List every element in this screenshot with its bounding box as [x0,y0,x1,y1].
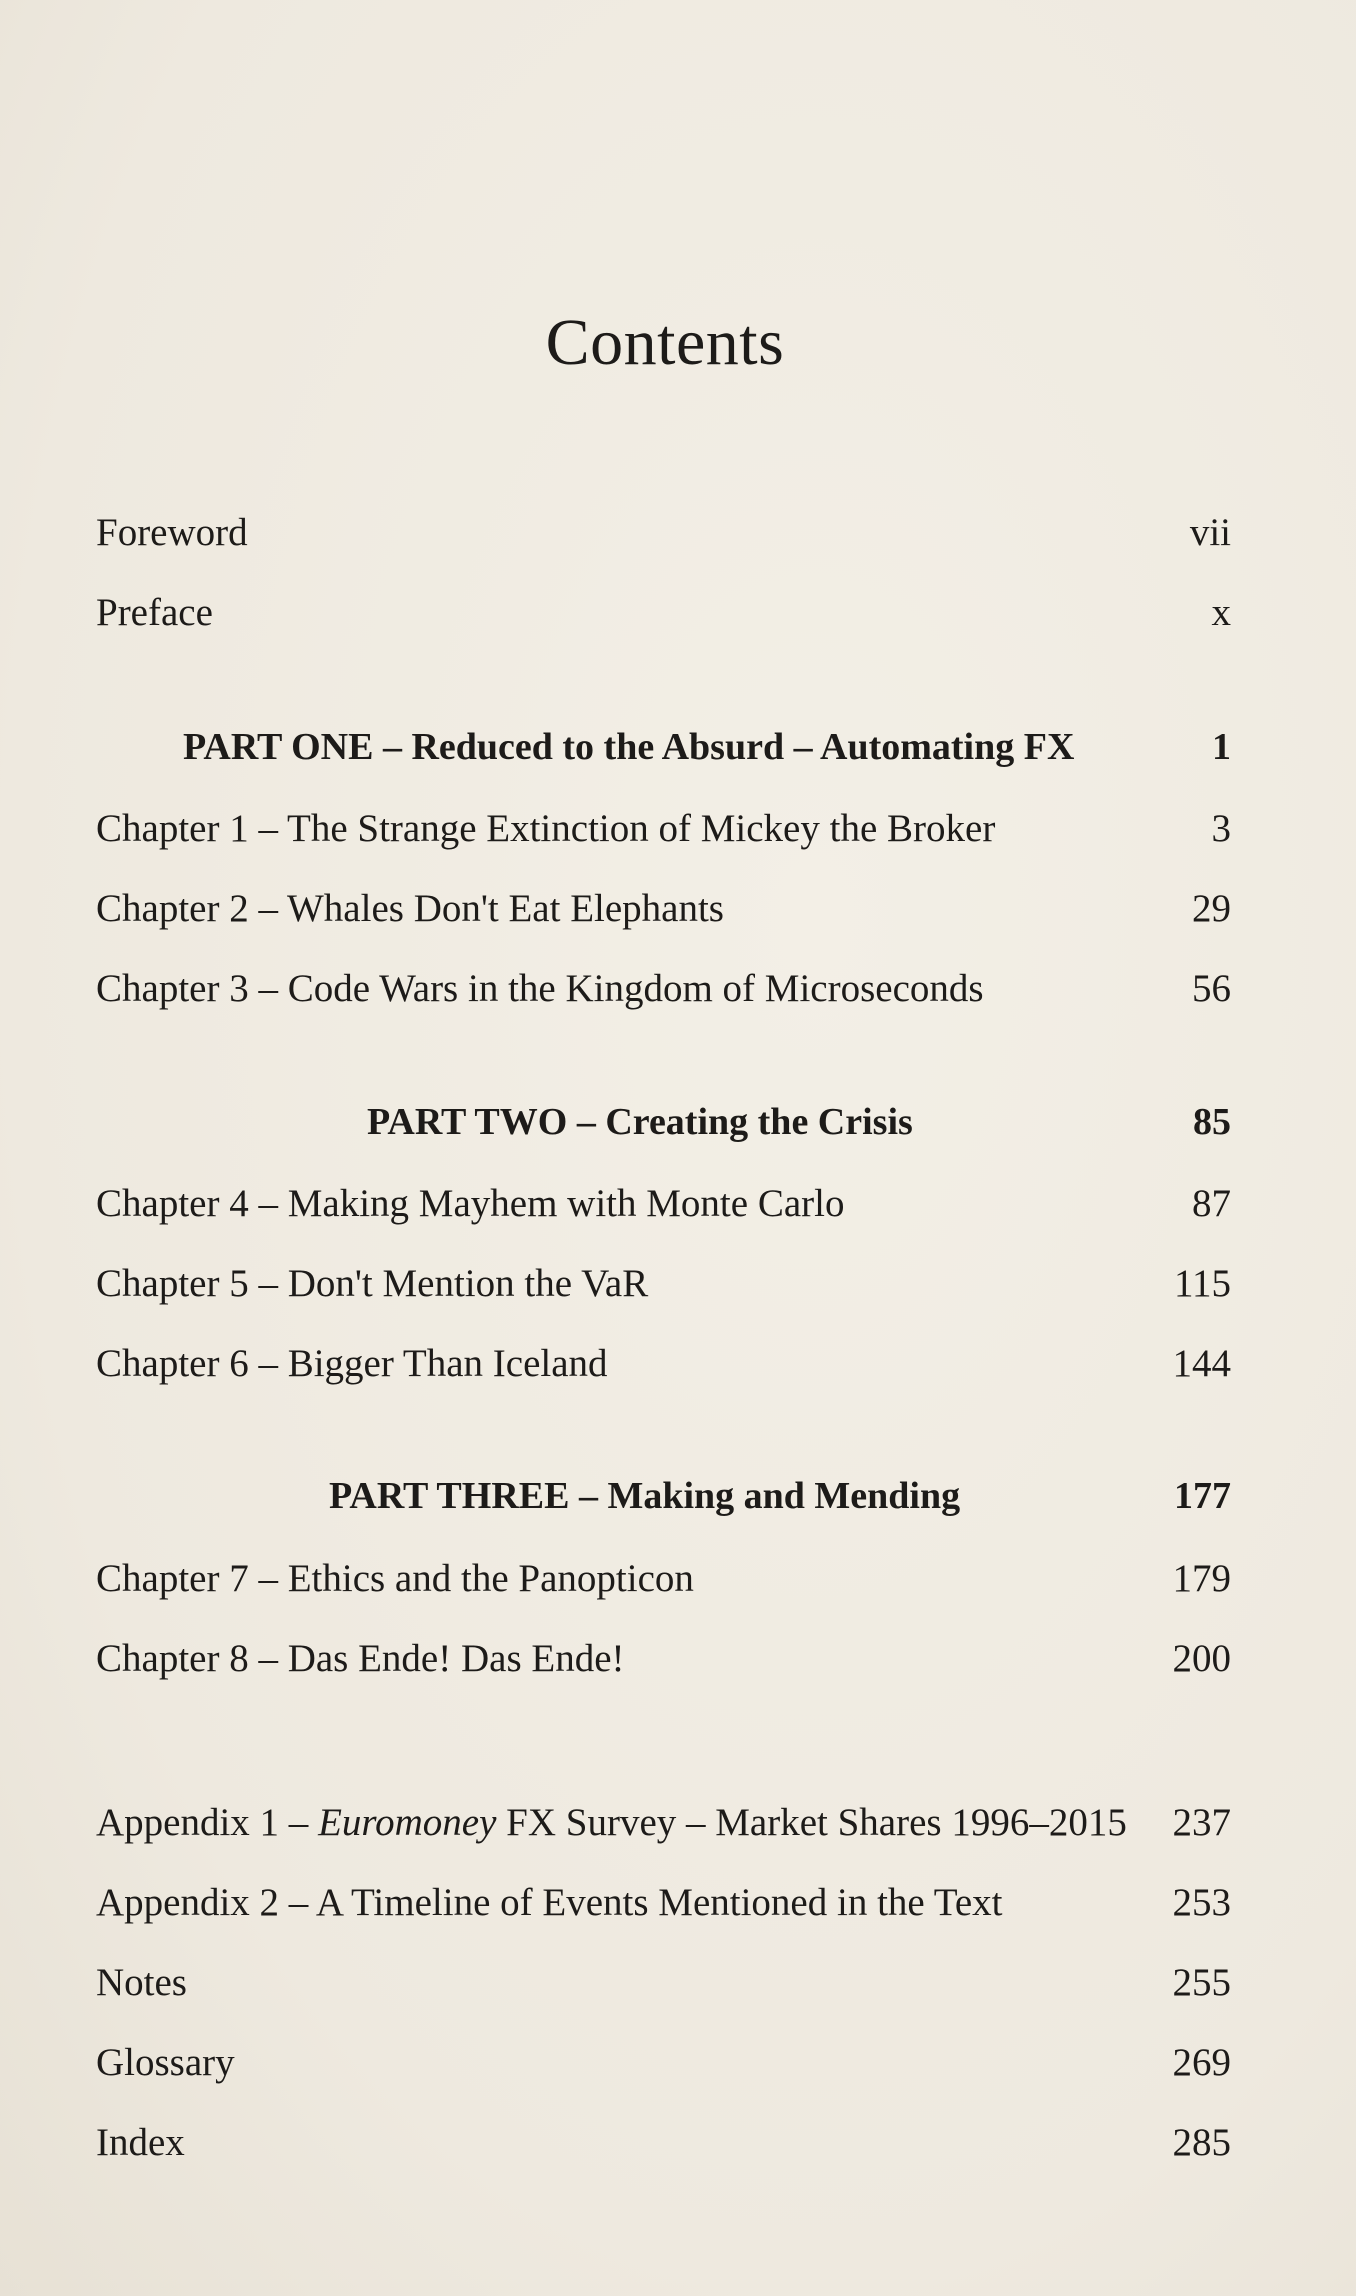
toc-entry-page: vii [1189,511,1231,554]
toc-entry-page: 29 [1192,887,1231,930]
toc-part-title: PART TWO – Creating the Crisis [367,1101,913,1143]
toc-part-page: 85 [1193,1101,1231,1143]
toc-entry-page: 253 [1172,1881,1231,1924]
toc-entry-page: 285 [1172,2121,1231,2164]
toc-entry-page: 269 [1172,2041,1231,2084]
toc-part-page: 177 [1174,1475,1231,1517]
toc-entry-label: Chapter 7 – Ethics and the Panopticon [96,1557,694,1600]
toc-entry-label: Preface [96,591,213,634]
appendix-italic-title: Euromoney [318,1801,497,1844]
toc-entry-notes [96,1960,1231,2020]
toc-entry-chapter-6 [96,1341,1231,1401]
toc-entry-page: 255 [1172,1961,1231,2004]
toc-entry-chapter-5 [96,1261,1231,1321]
toc-entry-page: 3 [1211,807,1231,850]
toc-entry-label: Chapter 3 – Code Wars in the Kingdom of Microseconds [96,967,984,1010]
toc-part-title: PART THREE – Making and Mending [329,1475,961,1517]
toc-entry-chapter-4 [96,1181,1231,1241]
toc-entry-label: Appendix 2 – A Timeline of Events Mentioned in the Text [96,1881,1003,1924]
toc-entry-page: 144 [1172,1342,1231,1385]
toc-entry-page: 87 [1192,1182,1231,1225]
toc-entry-label: Chapter 2 – Whales Don't Eat Elephants [96,887,724,930]
toc-entry-page: 179 [1172,1557,1231,1600]
toc-entry-label: Chapter 1 – The Strange Extinction of Mickey the Broker [96,807,996,850]
toc-entry-label: Notes [96,1961,187,2004]
toc-entry-chapter-3 [96,966,1231,1026]
toc-entry-page: x [1211,591,1231,634]
toc-part-page: 1 [1212,726,1231,768]
toc-entry-label [96,1800,1127,1845]
toc-entry-chapter-7 [96,1556,1231,1616]
toc-entry-page: 237 [1172,1801,1231,1844]
appendix-prefix: Appendix 1 – [96,1801,319,1844]
toc-entry-chapter-2 [96,886,1231,946]
toc-entry-page: 200 [1172,1637,1231,1680]
toc-part-three [96,1474,1231,1534]
page-title: Contents [545,306,785,379]
toc-entry-label: Chapter 5 – Don't Mention the VaR [96,1262,649,1305]
toc-entry-appendix-1 [96,1800,1231,1860]
toc-entry-foreword [96,510,1231,570]
toc-entry-label: Index [96,2121,185,2164]
toc-entry-chapter-8 [96,1636,1231,1696]
appendix-suffix: FX Survey – Market Shares 1996–2015 [496,1801,1127,1844]
toc-entry-page: 115 [1173,1262,1231,1305]
toc-entry-label: Foreword [96,511,248,554]
toc-part-one [96,725,1231,785]
toc-entry-index [96,2120,1231,2180]
toc-entry-label: Chapter 4 – Making Mayhem with Monte Carlo [96,1182,845,1225]
toc-entry-label: Chapter 8 – Das Ende! Das Ende! [96,1637,625,1680]
toc-entry-preface [96,590,1231,650]
toc-part-title: PART ONE – Reduced to the Absurd – Automating FX [183,726,1075,768]
toc-entry-label: Chapter 6 – Bigger Than Iceland [96,1342,608,1385]
toc-entry-chapter-1 [96,806,1231,866]
toc-entry-glossary [96,2040,1231,2100]
toc-part-two [96,1100,1231,1160]
toc-entry-page: 56 [1192,967,1231,1010]
toc-entry-appendix-2 [96,1880,1231,1940]
toc-entry-label: Glossary [96,2041,235,2084]
